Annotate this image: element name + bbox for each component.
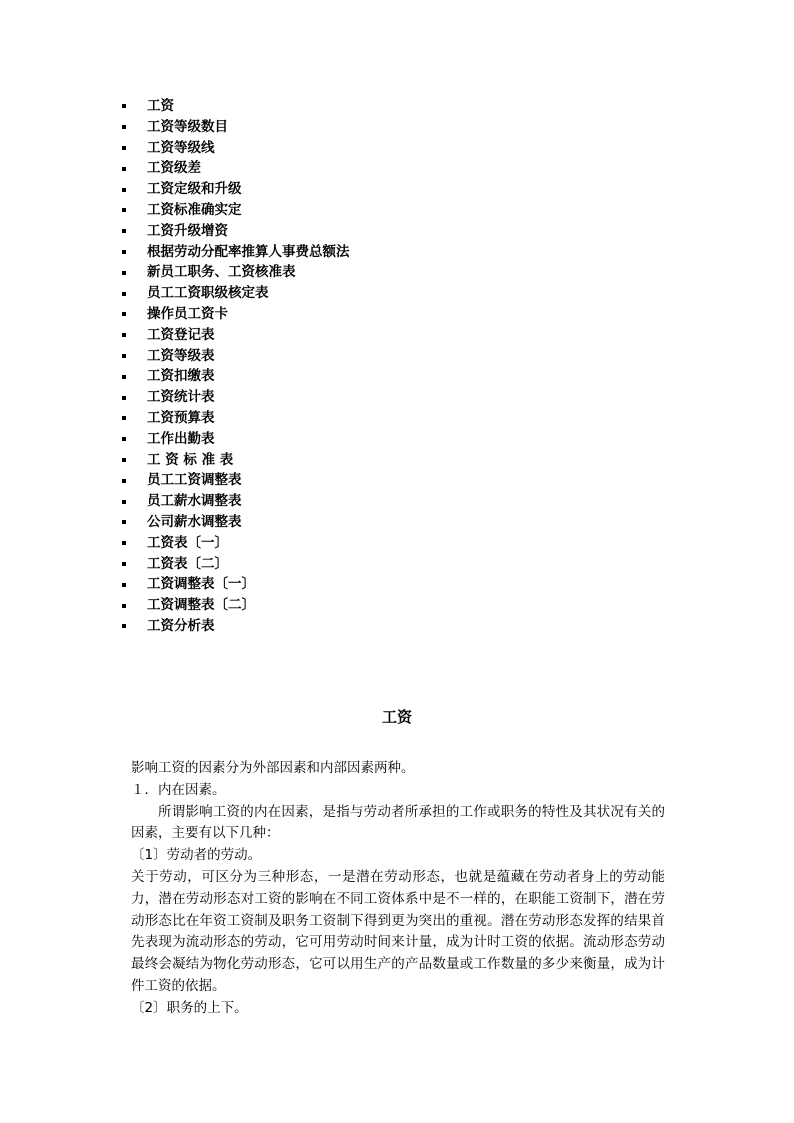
paragraph: 关于劳动，可区分为三种形态，一是潜在劳动形态，也就是蕴藏在劳动者身上的劳动能力，潜在劳动形态对工资的影响在不同工资体系中是不一样的，在职能工资制下，潜在劳动形态比在年资工资制及职务工资制下得到更为突出的重视。潜在劳动形态发挥的结果首先表现为流动形态的劳动，它可用劳动时间来计量，成为计时工资的依据。流动形态劳动最终会凝结为物化劳动形态，它可以用生产的产品数量或工作数量的多少来衡量，成为计件工资的依据。 [131, 868, 665, 994]
list-item [122, 554, 350, 575]
toc-item-label: 员工工资调整表 [147, 472, 242, 489]
list-item [122, 158, 350, 179]
bullet-icon [122, 146, 126, 150]
list-item [122, 262, 350, 283]
toc-item-label: 员工工资职级核定表 [147, 285, 269, 302]
bullet-icon [122, 125, 126, 129]
list-item [122, 387, 350, 408]
list-item [122, 346, 350, 367]
toc-item-label: 员工薪水调整表 [147, 493, 242, 510]
toc-item-label: 工资登记表 [147, 326, 215, 343]
bullet-icon [122, 624, 126, 628]
paragraph: 所谓影响工资的内在因素，是指与劳动者所承担的工作或职务的特性及其状况有关的因素，主要有以下几种： [131, 803, 665, 842]
list-item [122, 283, 350, 304]
toc-item-label: 根据劳动分配率推算人事费总额法 [147, 243, 350, 260]
toc-item-label: 工资等级线 [147, 139, 215, 156]
toc-item-label: 工资预算表 [147, 409, 215, 426]
toc-item-label: 工资级差 [147, 160, 201, 177]
toc-item-label: 工资表〔二〕 [147, 555, 228, 572]
bullet-icon [122, 229, 126, 233]
toc-item-label: 工资升级增资 [147, 222, 228, 239]
toc-item-label: 工资标准确实定 [147, 201, 242, 218]
bullet-icon [122, 396, 126, 400]
bullet-icon [122, 104, 126, 108]
list-item [122, 242, 350, 263]
bullet-icon [122, 167, 126, 171]
bullet-icon [122, 354, 126, 358]
list-item [122, 408, 350, 429]
toc-item-label: 操作员工资卡 [147, 305, 228, 322]
toc-item-label: 工资分析表 [147, 617, 215, 634]
toc-item-label: 工资等级表 [147, 347, 215, 364]
bullet-icon [122, 604, 126, 608]
list-item [122, 179, 350, 200]
bullet-icon [122, 479, 126, 483]
list-item [122, 200, 350, 221]
list-item [122, 450, 350, 471]
bullet-icon [122, 375, 126, 379]
list-item [122, 96, 350, 117]
bullet-icon [122, 583, 126, 587]
toc-item-label: 工资调整表〔二〕 [147, 597, 255, 614]
bullet-icon [122, 188, 126, 192]
list-item [122, 616, 350, 637]
list-item [122, 325, 350, 346]
list-item [122, 574, 350, 595]
toc-item-label: 工资等级数目 [147, 118, 228, 135]
paragraph: 〔1〕劳动者的劳动。 [131, 847, 262, 864]
paragraph: 〔2〕职务的上下。 [131, 999, 248, 1016]
list-item [122, 512, 350, 533]
toc-item-label: 工资 [147, 98, 174, 114]
bullet-icon [122, 458, 126, 462]
list-item [122, 138, 350, 159]
bullet-icon [122, 292, 126, 296]
list-item [122, 117, 350, 138]
bullet-icon [122, 416, 126, 420]
section-title: 工资 [381, 708, 412, 726]
toc-item-label: 工资表〔一〕 [147, 534, 228, 551]
list-item [122, 491, 350, 512]
paragraph: １．内在因素。 [131, 781, 226, 798]
table-of-contents [122, 96, 350, 637]
paragraph: 影响工资的因素分为外部因素和内部因素两种。 [131, 760, 415, 776]
list-item [122, 429, 350, 450]
list-item [122, 595, 350, 616]
list-item [122, 366, 350, 387]
bullet-icon [122, 562, 126, 566]
toc-item-label: 工资调整表〔一〕 [147, 576, 255, 593]
bullet-icon [122, 271, 126, 275]
bullet-icon [122, 520, 126, 524]
toc-item-label: 工资统计表 [147, 389, 215, 406]
list-item [122, 221, 350, 242]
toc-item-label: 公司薪水调整表 [147, 513, 242, 530]
bullet-icon [122, 312, 126, 316]
list-item [122, 304, 350, 325]
bullet-icon [122, 541, 126, 545]
bullet-icon [122, 333, 126, 337]
toc-item-label: 工资扣缴表 [147, 368, 215, 385]
list-item [122, 533, 350, 554]
toc-item-label: 新员工职务、工资核准表 [147, 264, 296, 281]
toc-item-label: 工资定级和升级 [147, 181, 242, 198]
list-item [122, 470, 350, 491]
toc-item-label: 工作出勤表 [147, 430, 215, 447]
bullet-icon [122, 250, 126, 254]
section-body [131, 758, 665, 1020]
bullet-icon [122, 208, 126, 212]
bullet-icon [122, 437, 126, 441]
bullet-icon [122, 500, 126, 504]
toc-item-label: 工 资 标 准 表 [147, 451, 234, 468]
